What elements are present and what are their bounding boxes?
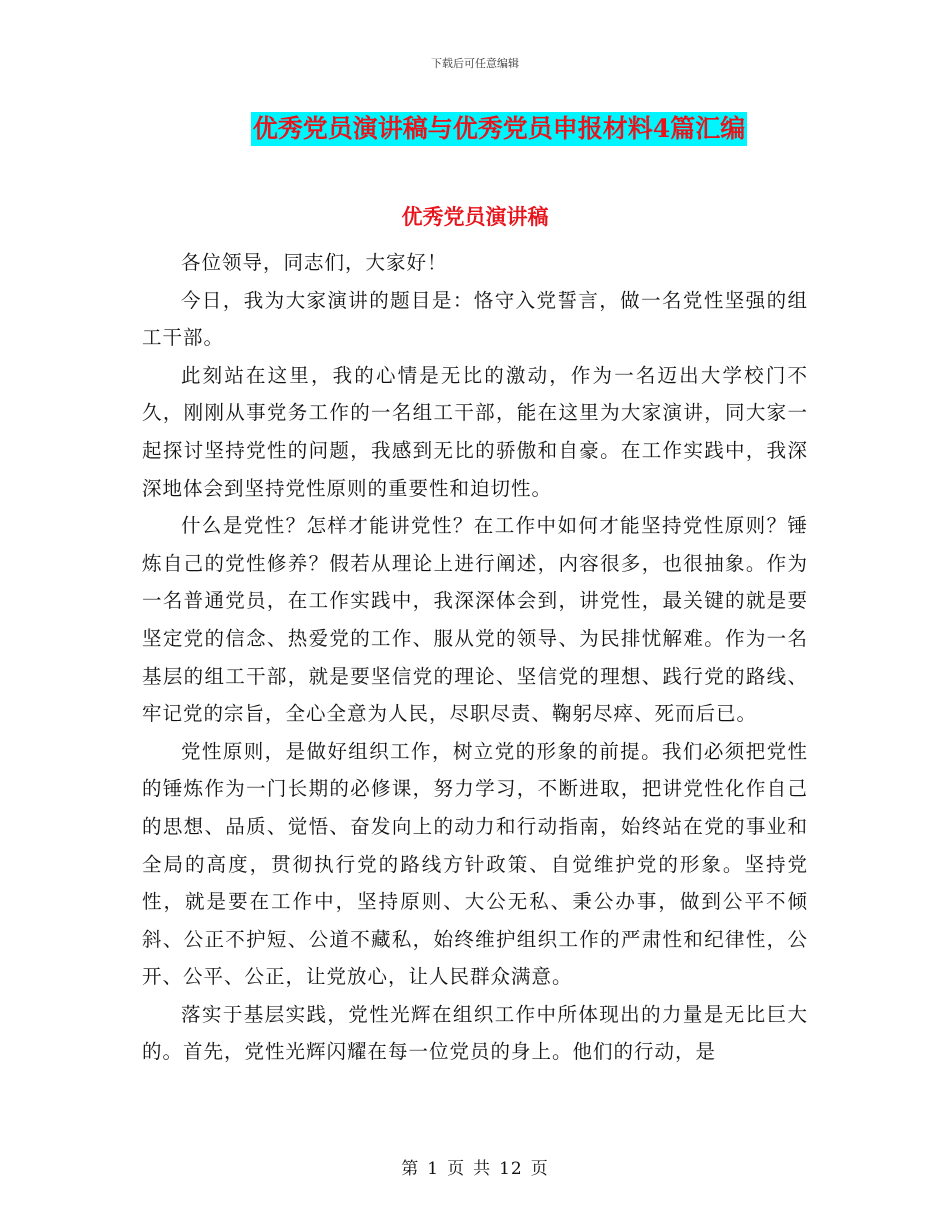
current-page-number: 1 [427, 1159, 440, 1179]
footer-suffix: 页 [530, 1159, 549, 1179]
footer-total-label: 共 [473, 1159, 492, 1179]
paragraph-intro: 此刻站在这里，我的心情是无比的激动，作为一名迈出大学校门不久，刚刚从事党务工作的一名组工干部，能在这里为大家演讲，同大家一起探讨坚持党性的问题，我感到无比的骄傲和自豪。在工作实践中，我深深地体会到坚持党性原则的重要性和迫切性。 [142, 363, 808, 500]
footer-prefix: 第 [401, 1159, 420, 1179]
document-main-title: 优秀党员演讲稿与优秀党员申报材料4篇汇编 [251, 112, 747, 146]
document-body [142, 244, 808, 1071]
page-footer [0, 1154, 950, 1179]
total-pages-number: 12 [499, 1159, 523, 1179]
paragraph-grassroots-practice: 落实于基层实践，党性光辉在组织工作中所体现出的力量是无比巨大的。首先，党性光辉闪耀在每一位党员的身上。他们的行动，是 [142, 1002, 808, 1064]
paragraph-what-is-party-spirit: 什么是党性？怎样才能讲党性？在工作中如何才能坚持党性原则？锤炼自己的党性修养？假若从理论上进行阐述，内容很多，也很抽象。作为一名普通党员，在工作实践中，我深深体会到，讲党性，最关键的就是要坚定党的信念、热爱党的工作、服从党的领导、为民排忧解难。作为一名基层的组工干部，就是要坚信党的理论、坚信党的理想、践行党的路线、牢记党的宗旨，全心全意为人民，尽职尽责、鞠躬尽瘁、死而后已。 [142, 514, 808, 726]
paragraph-greeting: 各位领导，同志们，大家好！ [181, 251, 448, 274]
footer-page-label: 页 [447, 1159, 466, 1179]
header-note: 下载后可任意编辑 [431, 57, 519, 70]
section-title: 优秀党员演讲稿 [401, 204, 549, 229]
paragraph-topic: 今日，我为大家演讲的题目是：恪守入党誓言，做一名党性坚强的组工干部。 [142, 288, 808, 350]
paragraph-party-principle: 党性原则，是做好组织工作，树立党的形象的前提。我们必须把党性的锤炼作为一门长期的必修课，努力学习，不断进取，把讲党性化作自己的思想、品质、觉悟、奋发向上的动力和行动指南，始终站在党的事业和全局的高度，贯彻执行党的路线方针政策、自觉维护党的形象。坚持党性，就是要在工作中，坚持原则、大公无私、秉公办事，做到公平不倾斜、公正不护短、公道不藏私，始终维护组织工作的严肃性和纪律性，公开、公平、公正，让党放心，让人民群众满意。 [142, 739, 808, 989]
main-title-container [0, 112, 950, 146]
